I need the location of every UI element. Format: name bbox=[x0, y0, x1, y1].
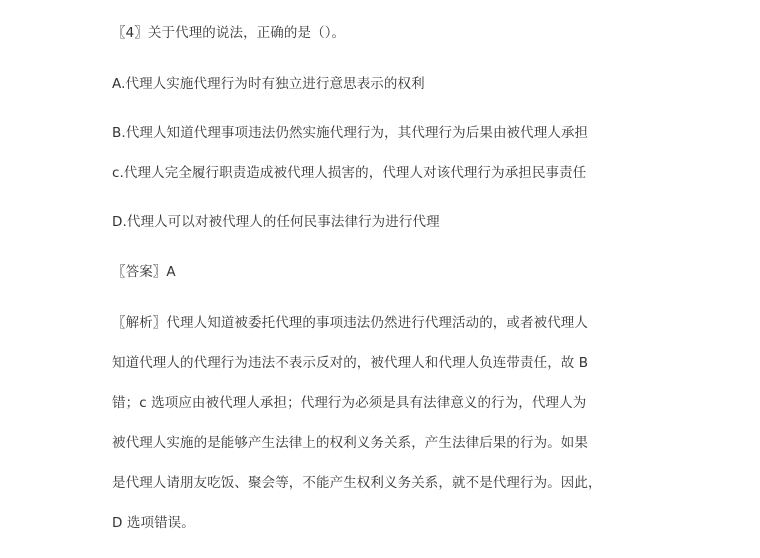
option-b: B.代理人知道代理事项违法仍然实施代理行为，其代理行为后果由被代理人承担 bbox=[112, 125, 589, 141]
answer-line: 〖答案〗A bbox=[112, 264, 176, 280]
analysis-line-6: D 选项错误。 bbox=[112, 515, 195, 531]
option-a: A.代理人实施代理行为时有独立进行意思表示的权利 bbox=[112, 76, 425, 92]
analysis-line-2: 知道代理人的代理行为违法不表示反对的，被代理人和代理人负连带责任，故 B bbox=[112, 355, 589, 371]
question-title: 〖4〗关于代理的说法，正确的是（）。 bbox=[112, 25, 346, 41]
analysis-line-5: 是代理人请朋友吃饭、聚会等，不能产生权利义务关系，就不是代理行为。因此， bbox=[112, 475, 602, 491]
analysis-line-3: 错；c 选项应由被代理人承担；代理行为必须是具有法律意义的行为，代理人为 bbox=[112, 395, 587, 411]
analysis-line-1: 〖解析〗代理人知道被委托代理的事项违法仍然进行代理活动的，或者被代理人 bbox=[112, 315, 588, 331]
option-d: D.代理人可以对被代理人的任何民事法律行为进行代理 bbox=[112, 214, 440, 230]
analysis-line-4: 被代理人实施的是能够产生法律上的权利义务关系，产生法律后果的行为。如果 bbox=[112, 435, 588, 451]
option-c: c.代理人完全履行职责造成被代理人损害的，代理人对该代理行为承担民事责任 bbox=[112, 165, 587, 181]
